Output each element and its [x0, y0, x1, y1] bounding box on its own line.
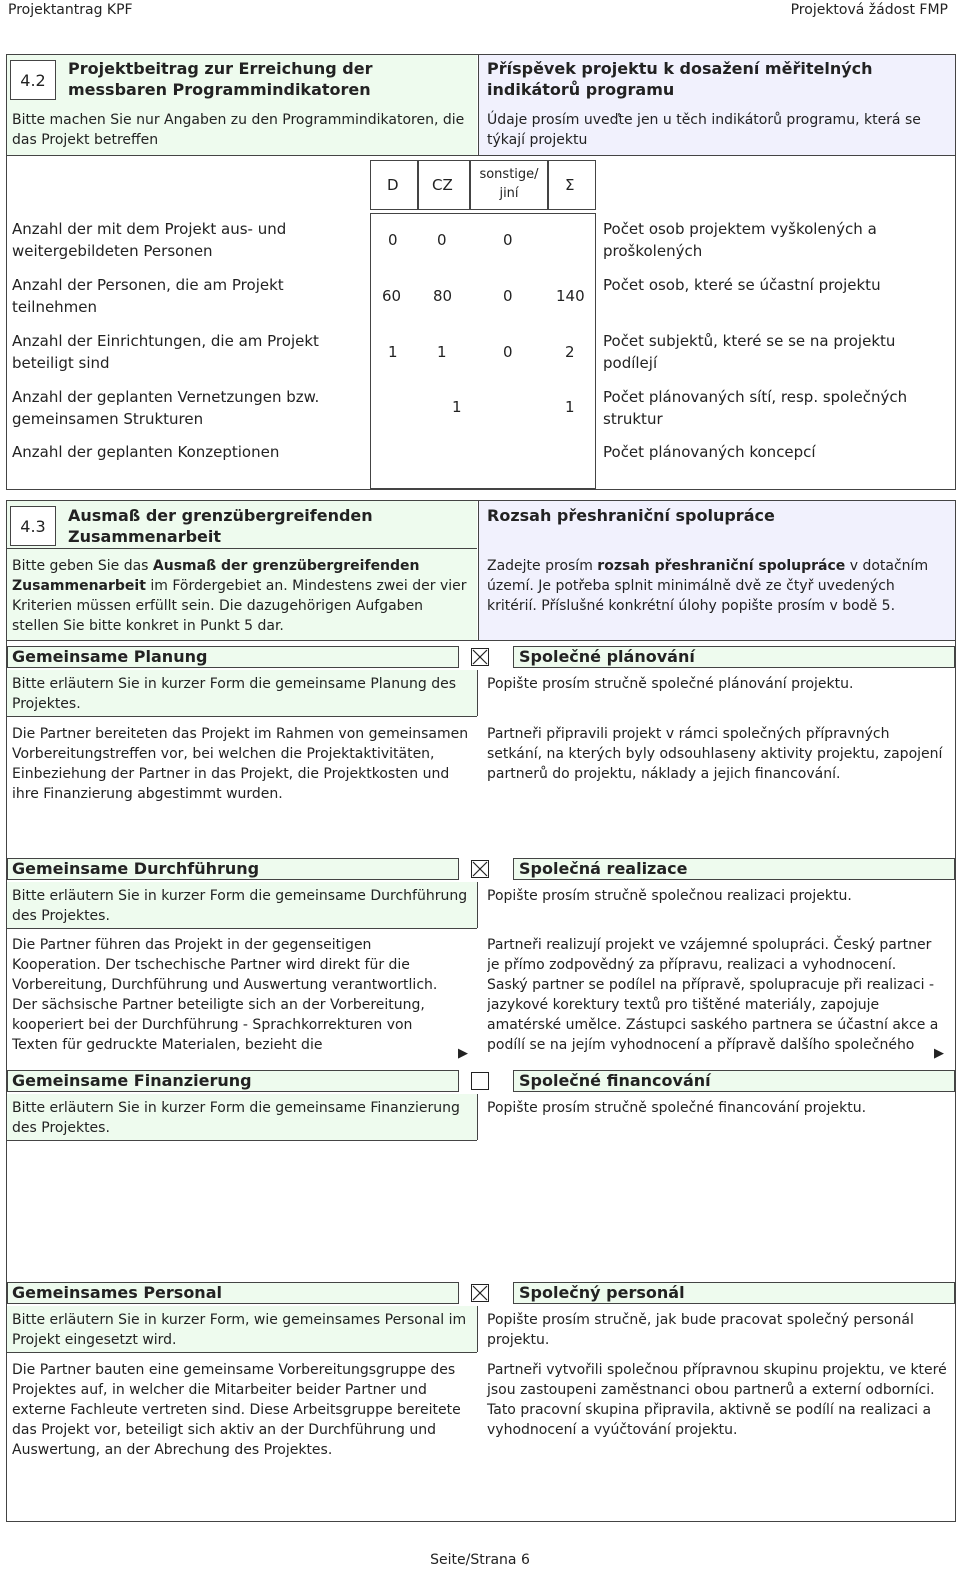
criterion-text-cz[interactable]: Partneři vytvořili společnou přípravnou skupinu projektu, ve které jsou zastoupeni zaměstnanci obou partnerů a externí odborníci. Tato pracovní skupina připravila, aktivně se podílí na realizaci a vyhodnocení a vyúčtování projektu. [487, 1362, 947, 1438]
section-note-cz: Údaje prosím uveďte jen u těch indikátorů programu, která se týkají projektu [487, 112, 921, 148]
criterion-prompt-de: Bitte erläutern Sie in kurzer Form die gemeinsame Planung des Projektes. [12, 676, 457, 712]
section-title-de: Ausmaß der grenzübergreifenden Zusammenarbeit [68, 506, 373, 546]
col-label-sum: Σ [565, 176, 575, 194]
header-right: Projektová žádost FMP [790, 2, 948, 18]
section-note-de [12, 556, 474, 636]
col-label-other: sonstige/ jiní [479, 167, 539, 201]
value-d[interactable]: 0 [388, 231, 398, 249]
indicator-row-de: Anzahl der Einrichtungen, die am Projekt beteiligt sind [12, 332, 319, 372]
criterion-title-de: Gemeinsame Durchführung [12, 859, 260, 878]
note-bold: rozsah přeshraniční spolupráce [597, 558, 846, 574]
value-other[interactable]: 0 [503, 231, 513, 249]
value-sum[interactable]: 1 [565, 398, 575, 416]
value-d[interactable]: 1 [388, 343, 398, 361]
criterion-title-cz: Společné plánování [519, 647, 695, 666]
value-sum[interactable]: 140 [556, 287, 585, 305]
checkbox-checked-icon[interactable] [471, 860, 489, 878]
checkbox-unchecked-icon[interactable] [471, 1072, 489, 1090]
indicator-values-box [370, 213, 596, 489]
note-text: v dotačním území. Je potřeba splnit minimálně dvě ze čtyř uvedených kritérií. Příslušné konkrétní úlohy popište prosím v bodě 5. [487, 558, 929, 614]
criterion-prompt-cz: Popište prosím stručně společnou realizaci projektu. [487, 888, 852, 904]
continue-arrow-icon[interactable]: ▶ [934, 1046, 944, 1061]
criterion-title-de: Gemeinsame Finanzierung [12, 1071, 252, 1090]
section-note-de: Bitte machen Sie nur Angaben zu den Programmindikatoren, die das Projekt betreffen [12, 112, 465, 148]
criterion-prompt-de: Bitte erläutern Sie in kurzer Form, wie gemeinsames Personal im Projekt eingesetzt wird. [12, 1312, 467, 1348]
col-label-cz: CZ [432, 176, 453, 194]
criterion-prompt-cz: Popište prosím stručně společné financování projektu. [487, 1100, 867, 1116]
value-cz[interactable]: 1 [452, 398, 462, 416]
note-bold: Ausmaß der grenzübergreifenden Zusammenarbeit [12, 558, 420, 594]
section-title-cz: Příspěvek projektu k dosažení měřitelných indikátorů programu [487, 59, 873, 99]
note-text: im Fördergebiet an. Mindestens zwei der vier Kriterien müssen erfüllt sein. Die dazugehörigen Aufgaben stellen Sie bitte konkret in Punkt 5 dar. [12, 578, 467, 634]
indicator-row-de: Anzahl der geplanten Vernetzungen bzw. gemeinsamen Strukturen [12, 388, 320, 428]
value-sum[interactable]: 2 [565, 343, 575, 361]
value-other[interactable]: 0 [503, 287, 513, 305]
section-title-de: Projektbeitrag zur Erreichung der messbaren Programmindikatoren [68, 59, 373, 99]
criterion-title-de: Gemeinsame Planung [12, 647, 208, 666]
page-number: Seite/Strana 6 [430, 1552, 530, 1568]
criterion-text-de[interactable]: Die Partner bereiteten das Projekt im Rahmen von gemeinsamen Vorbereitungstreffen vor, bei welchen die Projektaktivitäten, Einbeziehung der Partner in das Projekt, die Projektkosten und ihre Finanzierung abgestimmt wurden. [12, 726, 469, 802]
indicator-row-cz: Počet subjektů, které se se na projektu podílejí [603, 332, 896, 372]
value-cz[interactable]: 80 [433, 287, 453, 305]
indicator-row-de: Anzahl der mit dem Projekt aus- und weitergebildeten Personen [12, 220, 287, 260]
value-cz[interactable]: 1 [437, 343, 447, 361]
criterion-prompt-de: Bitte erläutern Sie in kurzer Form die gemeinsame Durchführung des Projektes. [12, 888, 468, 924]
indicator-row-cz: Počet plánovaných koncepcí [603, 443, 816, 461]
indicator-row-cz: Počet osob projektem vyškolených a proškolených [603, 220, 877, 260]
section-number: 4.2 [10, 60, 56, 100]
value-cz[interactable]: 0 [437, 231, 447, 249]
criterion-text-cz[interactable]: Partneři připravili projekt v rámci společných přípravných setkání, na kterých byly odsouhlaseny aktivity projektu, zapojení partnerů do projektu, náklady a jejich financování. [487, 726, 943, 782]
indicator-row-cz: Počet plánovaných sítí, resp. společných struktur [603, 388, 908, 428]
value-d[interactable]: 60 [382, 287, 402, 305]
header-left: Projektantrag KPF [8, 2, 133, 18]
criterion-prompt-cz: Popište prosím stručně, jak bude pracovat společný personál projektu. [487, 1312, 914, 1348]
note-text: Zadejte prosím [487, 558, 598, 574]
indicator-row-de: Anzahl der Personen, die am Projekt teilnehmen [12, 276, 284, 316]
indicator-row-de: Anzahl der geplanten Konzeptionen [12, 443, 280, 461]
criterion-title-cz: Společné financování [519, 1071, 711, 1090]
col-label-d: D [387, 176, 399, 194]
criterion-text-de[interactable]: Die Partner bauten eine gemeinsame Vorbereitungsgruppe des Projektes auf, in welcher die Mitarbeiter beider Partner und externe Fachleute vertreten sind. Diese Arbeitsgruppe bereitete das Projekt vor, beteiligt sich aktiv an der Durchführung und Auswertung, an der Abrechung des Projektes. [12, 1362, 461, 1458]
criterion-title-cz: Společná realizace [519, 859, 688, 878]
criterion-text-de[interactable]: Die Partner führen das Projekt in der gegenseitigen Kooperation. Der tschechische Partner wird direkt für die Vorbereitung, Durchführung und Auswertung verantwortlich. Der sächsische Partner beteiligte sich an der Vorbereitung, kooperiert bei der Durchführung - Sprachkorrekturen von Texten für gedruckte Materialen, bezieht die [12, 937, 438, 1053]
criterion-prompt-cz: Popište prosím stručně společné plánování projektu. [487, 676, 854, 692]
section-number: 4.3 [10, 506, 56, 546]
value-other[interactable]: 0 [503, 343, 513, 361]
note-text: Bitte geben Sie das [12, 558, 153, 574]
criterion-text-cz[interactable]: Partneři realizují projekt ve vzájemné spolupráci. Český partner je přímo zodpovědný za přípravu, realizaci a vyhodnocení. Saský partner se podílel na přípravě, spolupracuje při realizaci - jazykové korektury textů pro tištěné materiály, zapojuje amatérské umělce. Zástupci saského partnera se účastní akce a podílí se na jejím vyhodnocení a přípravě dalšího společného [487, 937, 939, 1053]
continue-arrow-icon[interactable]: ▶ [458, 1046, 468, 1061]
criterion-title-cz: Společný personál [519, 1283, 685, 1302]
indicator-row-cz: Počet osob, které se účastní projektu [603, 276, 881, 294]
criterion-title-de: Gemeinsames Personal [12, 1283, 222, 1302]
criterion-prompt-de: Bitte erläutern Sie in kurzer Form die gemeinsame Finanzierung des Projektes. [12, 1100, 460, 1136]
checkbox-checked-icon[interactable] [471, 648, 489, 666]
section-note-cz [487, 556, 947, 616]
checkbox-checked-icon[interactable] [471, 1284, 489, 1302]
section-title-cz: Rozsah přeshraniční spolupráce [487, 506, 775, 525]
